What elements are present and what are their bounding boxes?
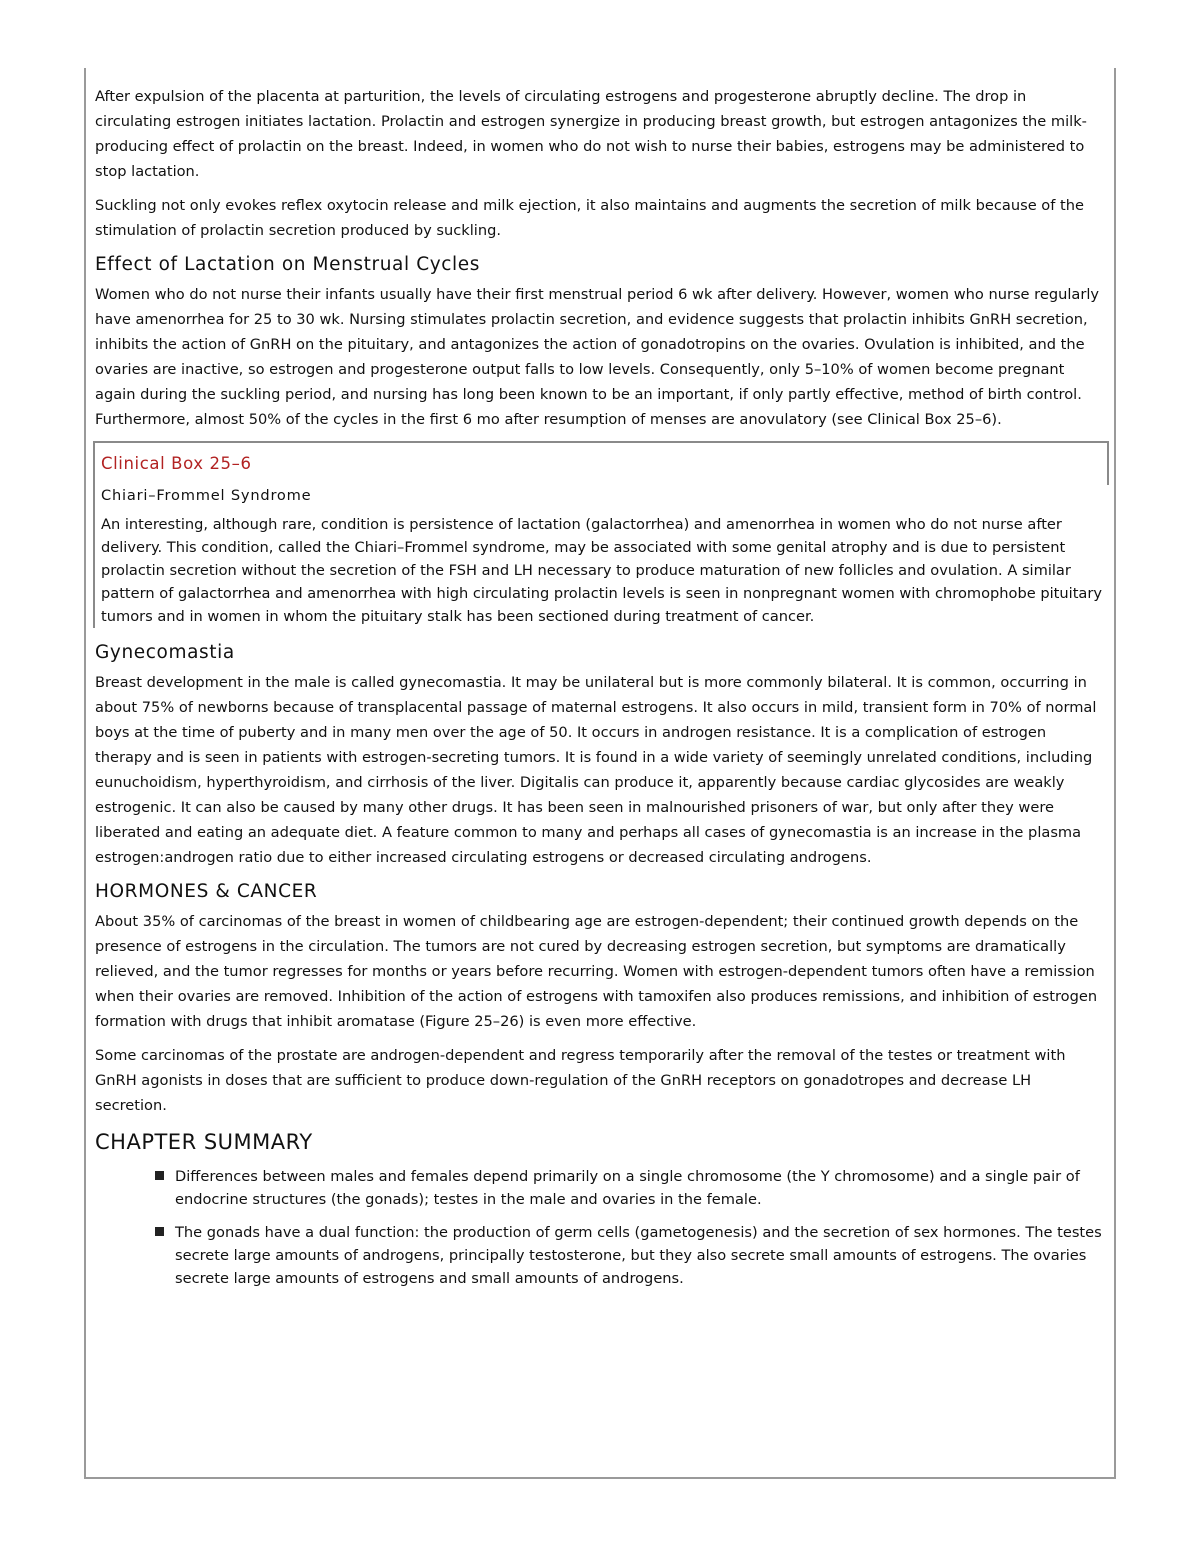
intro-paragraph-2: Suckling not only evokes reflex oxytocin release and milk ejection, it also maintains and augments the secretion of milk because of the stimulation of prolactin secretion produced by suckling. (95, 197, 1084, 239)
lactation-paragraph: Women who do not nurse their infants usually have their first menstrual period 6 wk after delivery. However, women who nurse regularly have amenorrhea for 25 to 30 wk. Nursing stimulates prolactin secretion, and evidence suggests that prolactin inhibits GnRH secretion, inhibits the action of GnRH on the pituitary, and antagonizes the action of gonadotropins on the ovaries. Ovulation is inhibited, and the ovaries are inactive, so estrogen and progesterone output falls to low levels. Consequently, only 5–10% of women become pregnant again during the suckling period, and nursing has long been known to be an important, if only partly effective, method of birth control. Furthermore, almost 50% of the cycles in the first 6 mo after resumption of menses are anovulatory (see Clinical Box 25–6). (95, 286, 1100, 428)
gynecomastia-paragraph: Breast development in the male is called gynecomastia. It may be unilateral but is more commonly bilateral. It is common, occurring in about 75% of newborns because of transplacental passage of maternal estrogens. It also occurs in mild, transient form in 70% of normal boys at the time of puberty and in many men over the age of 50. It occurs in androgen resistance. It is a complication of estrogen therapy and is seen in patients with estrogen-secreting tumors. It is found in a wide variety of seemingly unrelated conditions, including eunuchoidism, hyperthyroidism, and cirrhosis of the liver. Digitalis can produce it, apparently because cardiac glycosides are weakly estrogenic. It can also be caused by many other drugs. It has been seen in malnourished prisoners of war, but only after they were liberated and eating an adequate diet. A feature common to many and perhaps all cases of gynecomastia is an increase in the plasma estrogen:androgen ratio due to either increased circulating estrogens or decreased circulating androgens. (95, 674, 1097, 866)
clinical-box-title: Clinical Box 25–6 (101, 454, 252, 473)
hormones-cancer-paragraph-1: About 35% of carcinomas of the breast in women of childbearing age are estrogen-dependent; their continued growth depends on the presence of estrogens in the circulation. The tumors are not cured by decreasing estrogen secretion, but symptoms are dramatically relieved, and the tumor regresses for months or years before recurring. Women with estrogen-dependent tumors often have a remission when their ovaries are removed. Inhibition of the action of estrogens with tamoxifen also produces remissions, and inhibition of estrogen formation with drugs that inhibit aromatase (Figure 25–26) is even more effective. (95, 913, 1098, 1030)
hormones-cancer-paragraph-2: Some carcinomas of the prostate are androgen-dependent and regress temporarily after the removal of the testes or treatment with GnRH agonists in doses that are sufficient to produce down-regulation of the GnRH receptors on gonadotropes and decrease LH secretion. (95, 1047, 1066, 1114)
summary-item-text: The gonads have a dual function: the production of germ cells (gametogenesis) and the secretion of sex hormones. The testes secrete large amounts of androgens, principally testosterone, but they also secrete small amounts of estrogens. The ovaries secrete large amounts of estrogens and small amounts of androgens. (175, 1224, 1102, 1287)
square-bullet-icon (155, 1171, 164, 1180)
square-bullet-icon (155, 1227, 164, 1236)
list-item (155, 1165, 1107, 1211)
document-content (95, 84, 1107, 1300)
clinical-box-subtitle: Chiari–Frommel Syndrome (101, 487, 312, 504)
clinical-box (93, 441, 1107, 628)
gynecomastia-heading: Gynecomastia (95, 642, 235, 663)
chapter-summary-heading: CHAPTER SUMMARY (95, 1130, 313, 1154)
hormones-cancer-heading: HORMONES & CANCER (95, 881, 318, 902)
summary-item-text: Differences between males and females depend primarily on a single chromosome (the Y chromosome) and a single pair of endocrine structures (the gonads); testes in the male and ovaries in the female. (175, 1168, 1080, 1208)
list-item (155, 1221, 1107, 1290)
chapter-summary-list (95, 1165, 1107, 1290)
lactation-heading: Effect of Lactation on Menstrual Cycles (95, 254, 481, 275)
intro-paragraph-1: After expulsion of the placenta at parturition, the levels of circulating estrogens and progesterone abruptly decline. The drop in circulating estrogen initiates lactation. Prolactin and estrogen synergize in producing breast growth, but estrogen antagonizes the milk-producing effect of prolactin on the breast. Indeed, in women who do not wish to nurse their babies, estrogens may be administered to stop lactation. (95, 88, 1087, 180)
clinical-box-paragraph: An interesting, although rare, condition is persistence of lactation (galactorrhea) and amenorrhea in women who do not nurse after delivery. This condition, called the Chiari–Frommel syndrome, may be associated with some genital atrophy and is due to persistent prolactin secretion without the secretion of the FSH and LH necessary to produce maturation of new follicles and ovulation. A similar pattern of galactorrhea and amenorrhea with high circulating prolactin levels is seen in nonpregnant women with chromophobe pituitary tumors and in women in whom the pituitary stalk has been sectioned during treatment of cancer. (101, 516, 1103, 625)
